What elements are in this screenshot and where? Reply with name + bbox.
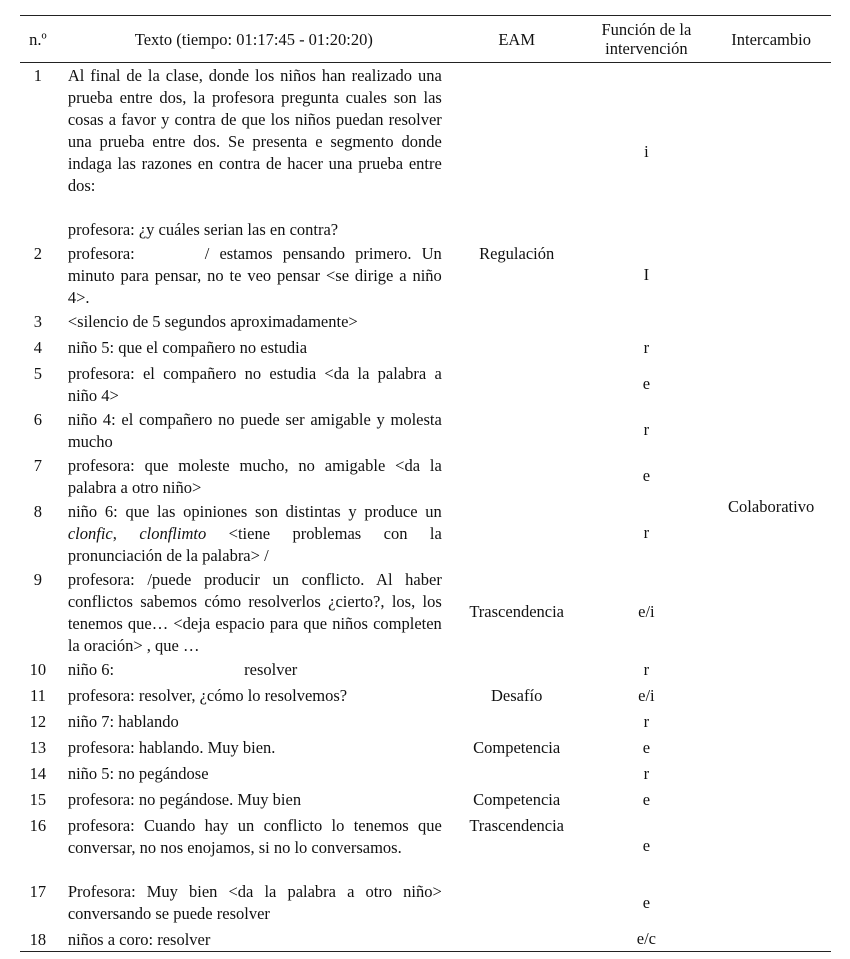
row-eam	[452, 927, 582, 952]
row-eam	[452, 761, 582, 787]
row-eam: Desafío	[491, 686, 543, 705]
row-number: 18	[29, 930, 47, 949]
row-text	[56, 407, 452, 453]
row-funcion: e/i	[638, 602, 655, 621]
row-number: 15	[29, 790, 47, 809]
table-row	[20, 63, 831, 242]
row-eam	[452, 657, 582, 683]
row-text	[56, 309, 452, 335]
table-row	[20, 787, 831, 813]
row-funcion: r	[643, 712, 650, 731]
row-funcion: e	[642, 466, 651, 485]
row-number: 7	[33, 456, 43, 475]
table-row	[20, 335, 831, 361]
text-segment: profesora: ¿y cuáles serian las en contra?	[67, 220, 339, 239]
text-segment: Al final de la clase, donde los niños han realizado una prueba entre dos, la profesora pregunta cuales son las cosas a favor y contra de que los niños puedan resolver una prueba entre dos. Se presenta e segmento donde indaga las razones en contra de hacer una prueba entre dos:	[67, 66, 442, 195]
text-segment: niño 6: que las opiniones son distintas y produce un	[67, 502, 442, 521]
header-eam: EAM	[498, 29, 535, 49]
row-eam	[452, 879, 582, 927]
row-funcion: e/i	[638, 686, 655, 705]
text-segment: profesora: que moleste mucho, no amigable <da la palabra a otro niño>	[67, 456, 442, 497]
row-eam: Regulación	[479, 244, 555, 263]
header-text: Texto (tiempo: 01:17:45 - 01:20:20)	[134, 29, 373, 49]
row-number: 12	[29, 712, 47, 731]
row-eam	[452, 453, 582, 499]
row-eam: Competencia	[473, 790, 561, 809]
row-text	[56, 657, 452, 683]
row-eam	[452, 407, 582, 453]
row-funcion: r	[643, 523, 650, 542]
row-funcion: I	[643, 265, 650, 284]
text-segment: profesora: resolver, ¿cómo lo resolvemos?	[67, 686, 348, 705]
text-segment: clonfic	[67, 524, 113, 543]
transcript-table	[20, 15, 831, 952]
text-segment: <silencio de 5 segundos aproximadamente>	[67, 312, 358, 331]
text-segment: profesora: el compañero no estudia <da la palabra a niño 4>	[67, 364, 442, 405]
header-row	[20, 16, 831, 63]
header-intercambio: Intercambio	[731, 29, 811, 49]
text-segment: niños a coro: resolver	[67, 930, 211, 949]
row-funcion: r	[643, 764, 650, 783]
row-text	[56, 499, 452, 567]
table-row	[20, 407, 831, 453]
row-text	[56, 879, 452, 927]
row-funcion: e/c	[636, 929, 656, 948]
row-number: 13	[29, 738, 47, 757]
table-row	[20, 567, 831, 657]
row-text	[56, 63, 452, 242]
row-text	[56, 567, 452, 657]
row-eam: Competencia	[473, 738, 561, 757]
row-number: 8	[33, 502, 43, 521]
table-row	[20, 735, 831, 761]
header-num: n.º	[29, 29, 47, 49]
text-segment: ,	[112, 524, 140, 543]
table-body	[20, 63, 831, 952]
row-number: 10	[29, 660, 47, 679]
text-segment: resolver	[244, 660, 298, 679]
text-segment: niño 4: el compañero no puede ser amigable y molesta mucho	[67, 410, 442, 451]
text-segment: profesora: Cuando hay un conflicto lo tenemos que conversar, no nos enojamos, si no lo conversamos.	[67, 816, 442, 857]
row-text	[56, 683, 452, 709]
row-text	[56, 709, 452, 735]
table-row	[20, 241, 831, 309]
row-text	[56, 335, 452, 361]
row-funcion: e	[642, 374, 651, 393]
row-number: 16	[29, 816, 47, 835]
text-segment: <tiene problemas con la pronunciación de la palabra> /	[67, 524, 442, 565]
row-text	[56, 927, 452, 952]
row-eam	[452, 709, 582, 735]
row-funcion: r	[643, 338, 650, 357]
text-segment: profesora: /puede producir un conflicto. Al haber conflictos sabemos cómo resolverlos ¿cierto?, los, los tenemos que… <deja espacio para que niños completen la oración> , que …	[67, 570, 442, 655]
table-row	[20, 927, 831, 952]
row-text	[56, 453, 452, 499]
table-row	[20, 709, 831, 735]
text-segment: profesora:	[67, 244, 135, 263]
table-row	[20, 657, 831, 683]
row-funcion: e	[642, 836, 651, 855]
text-segment: profesora: no pegándose. Muy bien	[67, 790, 302, 809]
row-text	[56, 813, 452, 879]
row-number: 11	[29, 686, 46, 705]
text-segment: niño 5: que el compañero no estudia	[67, 338, 308, 357]
row-funcion: r	[643, 660, 650, 679]
table-row	[20, 683, 831, 709]
text-segment: clonflimto	[139, 524, 207, 543]
row-number: 6	[33, 410, 43, 429]
table-row	[20, 499, 831, 567]
table-row	[20, 361, 831, 407]
row-eam	[452, 335, 582, 361]
row-eam	[452, 309, 582, 335]
row-eam	[452, 361, 582, 407]
row-eam: Trascendencia	[469, 816, 565, 835]
row-text	[56, 787, 452, 813]
row-text	[56, 735, 452, 761]
row-intercambio: Colaborativo	[728, 497, 815, 516]
row-number: 3	[33, 312, 43, 331]
text-segment: niño 7: hablando	[67, 712, 179, 731]
row-funcion	[582, 309, 712, 335]
row-funcion: e	[642, 790, 651, 809]
row-number: 14	[29, 764, 47, 783]
table-row	[20, 453, 831, 499]
row-text	[56, 761, 452, 787]
table-row	[20, 813, 831, 879]
row-funcion: i	[644, 142, 649, 161]
header-funcion: Función de la intervención	[601, 20, 692, 58]
row-number: 9	[33, 570, 43, 589]
text-segment: niño 6:	[67, 660, 115, 679]
text-segment: Profesora: Muy bien <da la palabra a otro niño> conversando se puede resolver	[67, 882, 442, 923]
row-funcion: e	[642, 738, 651, 757]
table-row	[20, 309, 831, 335]
row-number: 2	[33, 244, 43, 263]
text-segment: profesora: hablando. Muy bien.	[67, 738, 276, 757]
row-number: 4	[33, 338, 43, 357]
text-segment: / estamos pensando primero. Un minuto para pensar, no te veo pensar <se dirige a niño 4>.	[67, 244, 442, 307]
row-text	[56, 361, 452, 407]
row-number: 5	[33, 364, 43, 383]
table-row	[20, 761, 831, 787]
row-text	[56, 241, 452, 309]
row-eam	[452, 499, 582, 567]
text-segment: niño 5: no pegándose	[67, 764, 209, 783]
row-number: 1	[33, 66, 43, 85]
row-funcion: r	[643, 420, 650, 439]
row-eam	[452, 63, 582, 242]
row-number: 17	[29, 882, 47, 901]
table-row	[20, 879, 831, 927]
row-funcion: e	[642, 893, 651, 912]
row-eam: Trascendencia	[469, 602, 565, 621]
